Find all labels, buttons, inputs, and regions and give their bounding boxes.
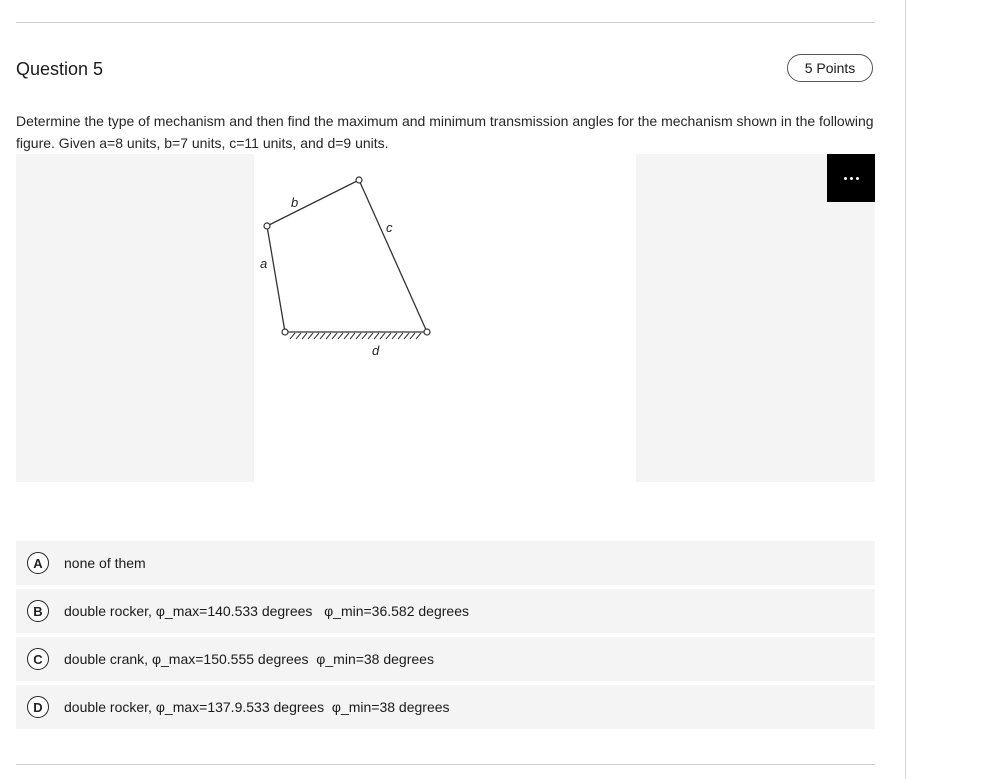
option-letter-badge: C (27, 648, 49, 670)
mechanism-figure (254, 154, 636, 482)
option-letter-badge: B (27, 600, 49, 622)
option-text: double crank, φ_max=150.555 degrees φ_min=38 degrees (64, 651, 434, 667)
media-background-left (16, 154, 254, 482)
ground-hatching (290, 333, 421, 339)
joint-bc (356, 177, 362, 183)
link-b (267, 180, 359, 226)
link-a (267, 226, 285, 332)
option-text: double rocker, φ_max=137.9.533 degrees φ_min=38 degrees (64, 699, 450, 715)
more-options-button[interactable] (827, 154, 875, 202)
bottom-divider (16, 764, 875, 765)
label-a: a (260, 256, 268, 271)
joint-ab (264, 223, 270, 229)
link-c (359, 180, 427, 332)
top-divider (16, 22, 875, 23)
question-title: Question 5 (16, 59, 104, 79)
media-background-right (636, 154, 875, 482)
answer-option-a[interactable] (16, 541, 875, 585)
joint-cd (424, 329, 430, 335)
answer-option-d[interactable] (16, 685, 875, 729)
question-media (16, 154, 875, 482)
joint-ad (282, 329, 288, 335)
right-panel-divider (905, 0, 906, 779)
option-text: none of them (64, 555, 146, 571)
option-letter-badge: D (27, 696, 49, 718)
answer-option-c[interactable] (16, 637, 875, 681)
answer-option-b[interactable] (16, 589, 875, 633)
label-c: c (386, 220, 393, 235)
option-letter-badge: A (27, 552, 49, 574)
label-d: d (372, 343, 380, 358)
more-horizontal-icon (844, 177, 859, 180)
label-b: b (291, 195, 299, 210)
option-text: double rocker, φ_max=140.533 degrees φ_min=36.582 degrees (64, 603, 469, 619)
question-text: Determine the type of mechanism and then find the maximum and minimum transmission angles for the mechanism shown in the following figure. Given a=8 units, b=7 units, c=11 units, and d=9 units. (16, 113, 874, 151)
points-badge: 5 Points (787, 54, 873, 82)
